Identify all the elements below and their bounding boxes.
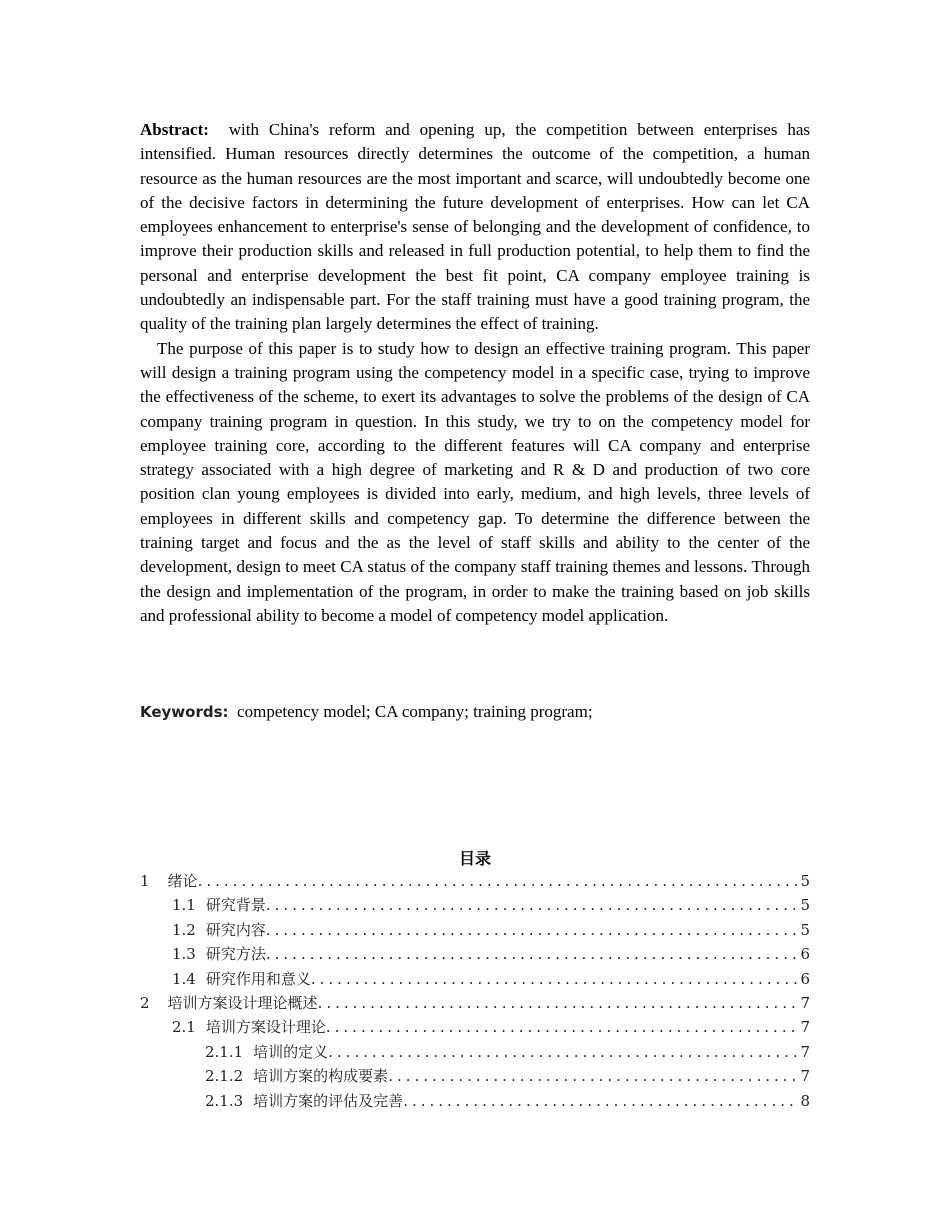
toc-entry[interactable] bbox=[140, 893, 810, 917]
toc-entry[interactable] bbox=[140, 1089, 810, 1113]
toc-entry-page: 5 bbox=[800, 896, 810, 915]
toc-dot-leader bbox=[198, 869, 799, 893]
keywords-line bbox=[140, 700, 593, 724]
toc-entry-number: 2.1.2 bbox=[205, 1067, 244, 1086]
toc-entry-title: 培训方案设计理论概述 bbox=[167, 993, 318, 1012]
toc-entry[interactable] bbox=[140, 869, 810, 893]
toc-entry[interactable] bbox=[140, 1015, 810, 1039]
toc-entry[interactable] bbox=[140, 1064, 810, 1088]
toc-entry-number: 2 bbox=[140, 993, 150, 1012]
toc-entry-page: 5 bbox=[800, 920, 810, 939]
keywords-value: competency model; CA company; training program; bbox=[237, 702, 593, 721]
toc-entry[interactable] bbox=[140, 967, 810, 991]
toc-entry-title: 培训方案设计理论 bbox=[205, 1018, 326, 1037]
keywords-label: Keywords: bbox=[140, 703, 229, 721]
toc-dot-leader bbox=[318, 991, 799, 1015]
toc-dot-leader bbox=[266, 918, 799, 942]
toc-entry-number: 2.1.1 bbox=[205, 1042, 244, 1061]
abstract-label: Abstract: bbox=[140, 120, 209, 139]
toc-dot-leader bbox=[328, 1040, 798, 1064]
toc-entry-title: 研究背景 bbox=[205, 896, 266, 915]
toc-entry-page: 7 bbox=[800, 993, 810, 1012]
toc-dot-leader bbox=[326, 1015, 799, 1039]
toc-entry-number: 1.4 bbox=[172, 969, 196, 988]
table-of-contents bbox=[140, 869, 810, 1113]
toc-entry-title: 绪论 bbox=[167, 872, 198, 890]
toc-entry-title: 培训的定义 bbox=[253, 1042, 329, 1061]
toc-entry-number: 2.1.3 bbox=[205, 1091, 244, 1110]
abstract-paragraph-1 bbox=[140, 118, 810, 337]
toc-dot-leader bbox=[266, 942, 799, 966]
toc-entry-title: 研究作用和意义 bbox=[205, 969, 311, 988]
toc-title: 目录 bbox=[458, 849, 491, 868]
toc-entry-title: 培训方案的构成要素 bbox=[253, 1067, 389, 1086]
toc-entry-number: 1 bbox=[140, 872, 150, 890]
toc-entry[interactable] bbox=[140, 991, 810, 1015]
toc-entry-page: 7 bbox=[800, 1018, 810, 1037]
toc-entry-page: 5 bbox=[800, 872, 810, 890]
toc-entry-page: 6 bbox=[800, 945, 810, 964]
toc-dot-leader bbox=[266, 893, 799, 917]
toc-entry-page: 7 bbox=[800, 1042, 810, 1061]
toc-entry-page: 6 bbox=[800, 969, 810, 988]
toc-entry-number: 2.1 bbox=[172, 1018, 196, 1037]
toc-entry-number: 1.1 bbox=[172, 896, 196, 915]
toc-entry[interactable] bbox=[140, 1040, 810, 1064]
toc-entry-number: 1.3 bbox=[172, 945, 196, 964]
toc-dot-leader bbox=[403, 1089, 798, 1113]
toc-entry[interactable] bbox=[140, 918, 810, 942]
abstract-paragraph-2: The purpose of this paper is to study how to design an effective training program. This paper will design a training program using the competency model in a specific case, trying to improve the effectiveness of the scheme, to exert its advantages to solve the problems of the design of CA company training program in question. In this study, we try to on the competency model for employee training core, according to the different features will CA company and enterprise strategy associated with a high degree of marketing and R & D and production of two core position clan young employees is divided into early, medium, and high levels, three levels of employees in different skills and competency gap. To determine the difference between the training target and focus and the as the level of staff skills and ability to the center of the development, design to meet CA status of the company staff training themes and lessons. Through the design and implementation of the program, in order to make the training based on job skills and professional ability to become a model of competency model application. bbox=[140, 338, 810, 625]
toc-entry-page: 7 bbox=[800, 1067, 810, 1086]
toc-dot-leader bbox=[388, 1064, 798, 1088]
abstract-section bbox=[140, 118, 810, 628]
toc-dot-leader bbox=[311, 967, 799, 991]
toc-entry-title: 研究方法 bbox=[205, 945, 266, 964]
toc-entry[interactable] bbox=[140, 942, 810, 966]
toc-entry-number: 1.2 bbox=[172, 920, 196, 939]
toc-entry-title: 研究内容 bbox=[205, 920, 266, 939]
abstract-text-1: with China's reform and opening up, the competition between enterprises has intensified. Human resources directly determines the outcome of the competition, a human resource as the human resources are the most important and scarce, will undoubtedly become one of the decisive factors in determining the future development of enterprises. How can let CA employees enhancement to enterprise's sense of belonging and the development of confidence, to improve their production skills and released in full production potential, to help them to find the personal and enterprise development the best fit point, CA company employee training is undoubtedly an indispensable part. For the staff training must have a good training program, the quality of the training plan largely determines the effect of training. bbox=[140, 120, 811, 334]
toc-entry-title: 培训方案的评估及完善 bbox=[253, 1091, 404, 1110]
toc-entry-page: 8 bbox=[800, 1091, 810, 1110]
